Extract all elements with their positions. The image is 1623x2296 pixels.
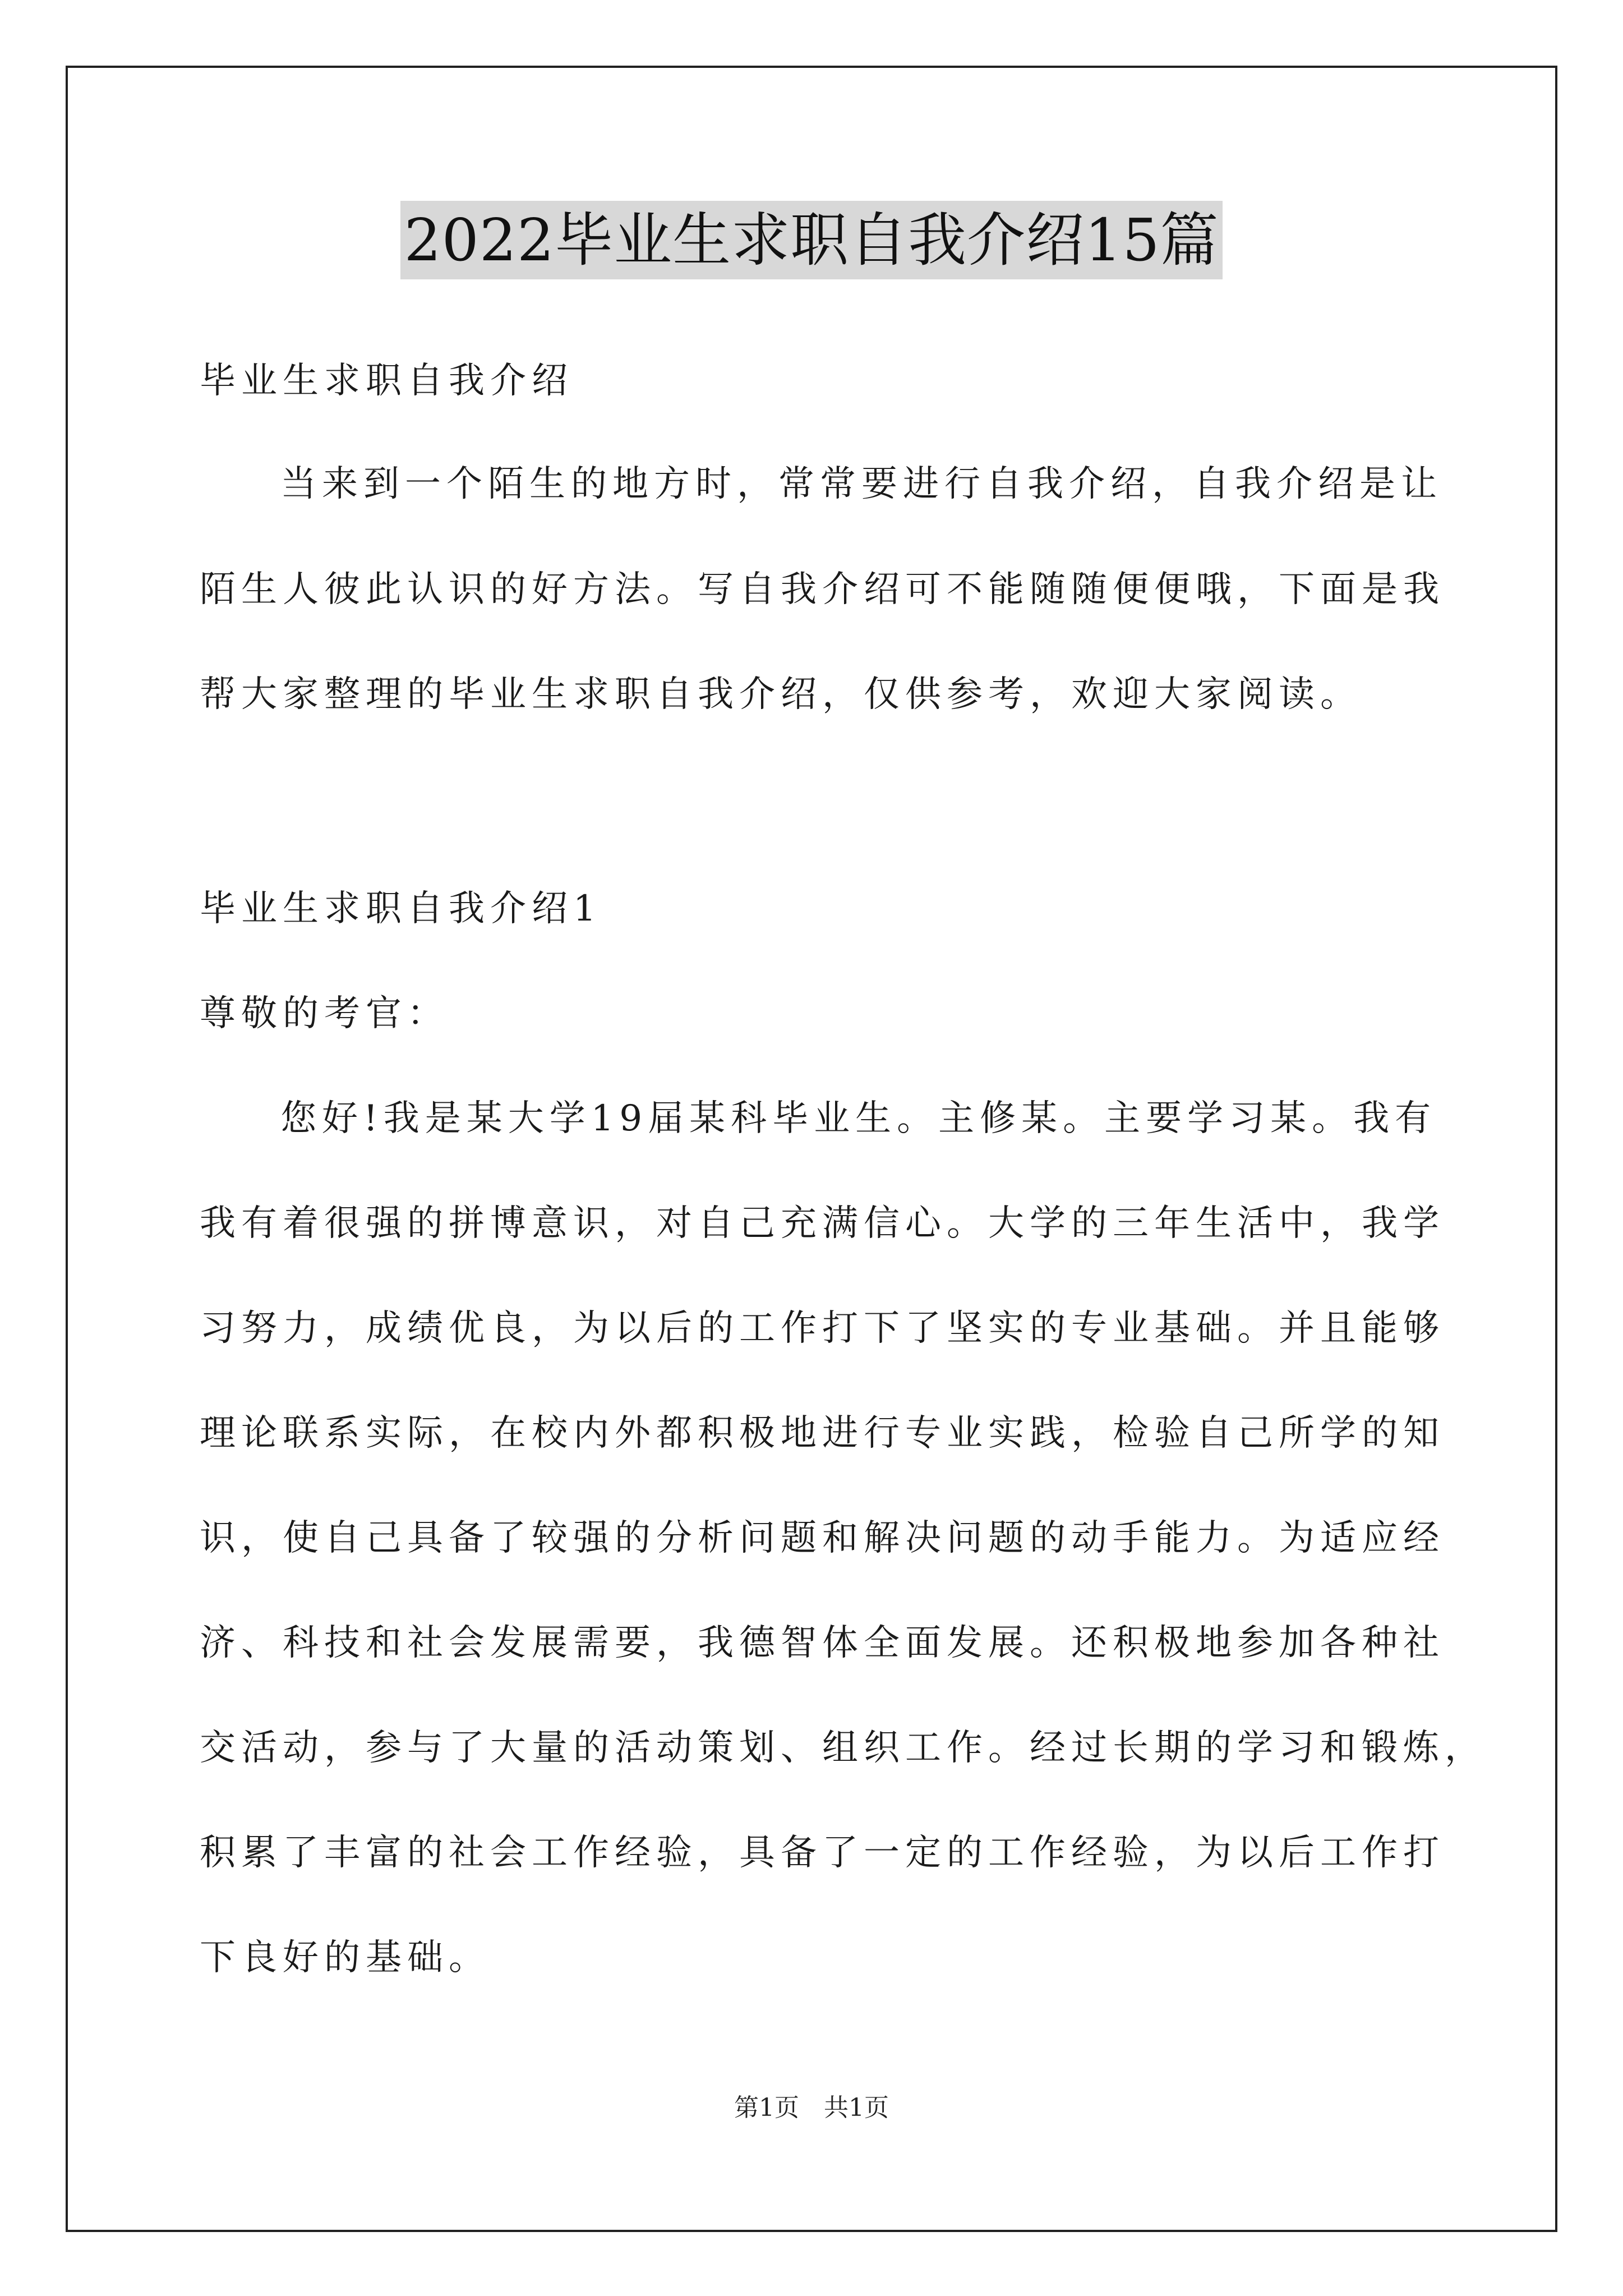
paragraph-line: 交活动，参与了大量的活动策划、组织工作。经过长期的学习和锻炼， [200, 1727, 1486, 1769]
paragraph-line: 下良好的基础。 [200, 1937, 490, 1978]
document-title: 2022毕业生求职自我介绍15篇 [400, 201, 1222, 279]
title-container [0, 201, 1623, 279]
paragraph-line: 当来到一个陌生的地方时，常常要进行自我介绍，自我介绍是让 [280, 463, 1442, 505]
page-footer [0, 2091, 1623, 2125]
paragraph-line: 您好!我是某大学19届某科毕业生。主修某。主要学习某。我有 [280, 1098, 1437, 1139]
salutation: 尊敬的考官： [200, 993, 449, 1034]
paragraph-line: 理论联系实际，在校内外都积极地进行专业实践，检验自己所学的知 [200, 1412, 1445, 1454]
page-total: 共1页 [824, 2093, 889, 2122]
section-heading: 毕业生求职自我介绍 [200, 360, 573, 402]
paragraph-line: 帮大家整理的毕业生求职自我介绍，仅供参考，欢迎大家阅读。 [200, 674, 1362, 715]
page-number: 第1页 [734, 2093, 799, 2122]
paragraph-line: 我有着很强的拼博意识，对自己充满信心。大学的三年生活中，我学 [200, 1203, 1445, 1244]
paragraph-line: 陌生人彼此认识的好方法。写自我介绍可不能随随便便哦，下面是我 [200, 569, 1445, 610]
section-heading: 毕业生求职自我介绍1 [200, 888, 602, 930]
paragraph-line: 习努力，成绩优良，为以后的工作打下了坚实的专业基础。并且能够 [200, 1308, 1445, 1349]
paragraph-line: 积累了丰富的社会工作经验，具备了一定的工作经验，为以后工作打 [200, 1832, 1445, 1874]
paragraph-line: 济、科技和社会发展需要，我德智体全面发展。还积极地参加各种社 [200, 1622, 1445, 1664]
paragraph-line: 识，使自己具备了较强的分析问题和解决问题的动手能力。为适应经 [200, 1517, 1445, 1559]
